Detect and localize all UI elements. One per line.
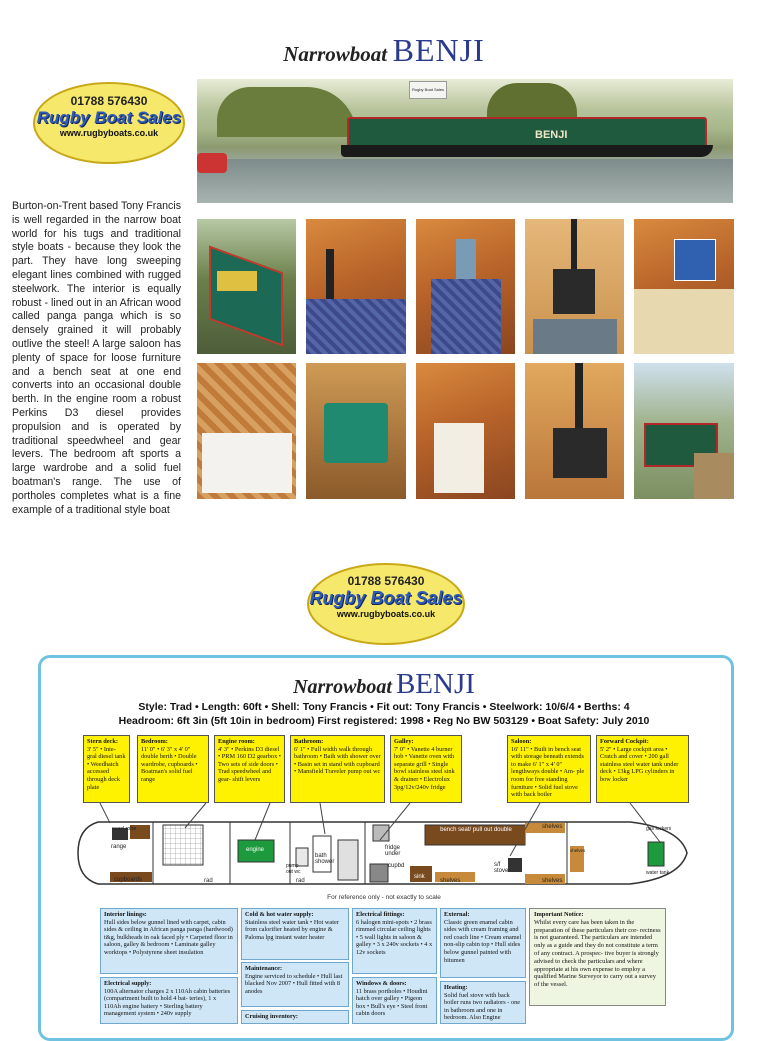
title-prefix: Narrowboat — [283, 42, 388, 66]
plan-label-cupbd: cupbd — [388, 863, 405, 869]
spec-line-2: Headroom: 6ft 3in (5ft 10in in bedroom) First registered: 1998 • Reg No BW 503129 • Boat Safety: July 2010 — [118, 715, 650, 727]
detail-title: Interior linings: — [104, 911, 147, 918]
detail-text: Solid fuel stove with back boiler runs two radiators - one in bathroom and one in bedroom. Also Engine — [444, 991, 521, 1022]
photo-range — [525, 363, 624, 499]
photo-galley — [634, 219, 734, 354]
room-title: Galley: — [394, 738, 414, 745]
room-text: 6' 1" • Full width walk through bathroom • Bath with shower over • Basin set in stand with cupboard • Mansfield Traveler pump out wc — [294, 745, 381, 776]
detail-title: Cruising inventory: — [245, 1013, 299, 1020]
detail-title: Cold & hot water supply: — [245, 911, 314, 918]
hero-photo — [197, 79, 733, 203]
logo-name: Rugby Boat Sales — [36, 108, 182, 127]
spec-line-1: Style: Trad • Length: 60ft • Shell: Tony Francis • Fit out: Tony Francis • Steelwork: 10/6/4 • Berths: 4 — [138, 701, 630, 713]
rugby-boat-sales-logo[interactable] — [33, 82, 185, 164]
logo-name-2: Rugby Boat Sales — [309, 588, 463, 608]
room-text: 7' 0" • Vanette 4 burner hob • Vanette oven with separate grill • Single bowl stainless steel sink & drainer • Electrolux 3pg/12v/240v fridge — [394, 745, 455, 791]
room-text: 4' 3" • Perkins D3 diesel • PRM 160 D2 gearbox • Two sets of side doors • Trad speedwheel and gear- shift levers — [218, 745, 282, 783]
plan-label-fridge: fridge under — [385, 845, 401, 857]
boat-name-plate: BENJI — [535, 129, 568, 141]
room-title: Saloon: — [511, 738, 532, 745]
page-title — [0, 32, 768, 69]
plan-note: For reference only - not exactly to scale — [327, 894, 441, 901]
detail-text: Classic green enamel cabin sides with cream framing and red coach line • Cream enamel non-slip cabin top • Hull sides below gunnel painted with bitumen — [444, 918, 522, 964]
room-text: 3' 5" • Inte- gral diesel tank • Weedhatch accessed through deck plate — [87, 745, 126, 791]
detail-text: Hull sides below gunnel lined with carpet, cabin sides & ceiling in African panga panga (hardwood) t&g, bulkheads in oak faced ply • Carpeted floor in saloon, galley & bedroom • Laminate galley worktops • Polystyrene sheet insulation — [104, 918, 233, 956]
plan-basin — [338, 840, 358, 880]
room-galley — [390, 735, 462, 803]
plan-label-shelves-1: shelves — [542, 824, 563, 830]
plan-label-water-tank: water tank — [646, 870, 670, 876]
detail-text: 11 brass portholes • Houdini hatch over galley • Pigeon box • Bull's eye • Steel front cabin doors — [356, 987, 428, 1018]
photo-saloon — [306, 219, 406, 354]
detail-title: Electrical fittings: — [356, 911, 405, 918]
plan-label-bath-shower: bath shower — [315, 853, 335, 865]
detail-cruising-inventory — [241, 1010, 349, 1024]
room-title: Bedroom: — [141, 738, 168, 745]
room-title: Bathroom: — [294, 738, 324, 745]
plan-label-engine: engine — [246, 847, 265, 853]
plan-label-pump-out: pump out wc — [286, 863, 301, 875]
detail-title: Heating: — [444, 984, 468, 991]
plan-water-tank — [648, 842, 664, 866]
rugby-boat-sales-logo-2[interactable] — [307, 563, 465, 645]
spec-title — [0, 668, 768, 701]
detail-title: Windows & doors: — [356, 980, 407, 987]
detail-text: Engine serviced to schedule • Hull last blacked Nov 2007 • Hull fitted with 8 anodes — [245, 972, 343, 995]
detail-text: 6 halogen mini-spots • 2 brass rimmed circular ceiling lights • 5 wall lights in saloon & galley • 3 x 240v sockets • 4 x 12v sockets — [356, 918, 433, 956]
detail-title: Maintenance: — [245, 965, 283, 972]
plan-label-stove: s/f stove — [494, 862, 509, 874]
spec-title-boat-name: BENJI — [395, 668, 475, 700]
room-title: Forward Cockpit: — [600, 738, 649, 745]
plan-label-cupboards: cupboards — [114, 877, 143, 883]
detail-windows-doors — [352, 977, 437, 1024]
logo-phone: 01788 576430 — [70, 94, 148, 108]
detail-maintenance — [241, 962, 349, 1007]
room-engine-room — [214, 735, 285, 803]
logo-url: www.rugbyboats.co.uk — [59, 128, 159, 138]
room-text: 16' 11" • Built in bench seat with storage beneath extends to make 6' 1" x 4' 0" lengthways double • Am- ple room for free standing furniture • Solid fuel stove with back boiler — [511, 745, 585, 799]
photo-stern-view — [197, 219, 296, 354]
room-text: 11' 0" • 6' 3" x 4' 0" double berth • Double wardrobe, cupboards • Boatman's solid fuel range — [141, 745, 198, 783]
room-text: 5' 2" • Large cockpit area • Cratch and cover • 200 gall stainless steel water tank under deck • 13kg LPG cylinders in bow locker — [600, 745, 679, 783]
marina-sign: Rugby Boat Sales — [409, 81, 447, 99]
room-title: Stern deck: — [87, 738, 118, 745]
photo-bow-view — [634, 363, 734, 499]
photo-stove — [525, 219, 624, 354]
detail-text: Whilst every care has been taken in the preparation of these particulars their cor- rectness is not guaranteed. The particulars are intended only as a guide and they do not constitute a term of any contract. A prospec- tive buyer is strongly advised to check the particulars and where appropriate at his own expense to employ a qualified Marine Surveyor to carry out a survey of the vessel. — [534, 918, 661, 989]
room-bedroom — [137, 735, 209, 803]
plan-label-rad-1: rad — [204, 878, 213, 884]
title-boat-name: BENJI — [392, 32, 485, 68]
detail-water-supply — [241, 908, 349, 960]
plan-label-shelves-3: shelves — [542, 878, 563, 884]
detail-electrical-supply — [100, 977, 238, 1024]
room-title: Engine room: — [218, 738, 255, 745]
plan-label-sink: sink — [414, 874, 425, 880]
logo-url-2: www.rugbyboats.co.uk — [336, 609, 436, 619]
room-stern-deck — [83, 735, 130, 803]
room-forward-cockpit — [596, 735, 689, 803]
plan-label-range: range — [111, 844, 127, 850]
photo-bathroom — [197, 363, 296, 499]
plan-label-rad-2: rad — [296, 878, 305, 884]
detail-external — [440, 908, 526, 978]
plan-label-gas-lockers: gas lockers — [646, 826, 672, 832]
photo-bedroom — [416, 363, 515, 499]
detail-title: Important Notice: — [534, 911, 584, 918]
detail-heating — [440, 981, 526, 1024]
photo-galley-view — [416, 219, 515, 354]
detail-title: External: — [444, 911, 470, 918]
logo-phone-2: 01788 576430 — [347, 574, 425, 588]
room-bathroom — [290, 735, 385, 803]
plan-label-shelves-2: shelves — [440, 878, 461, 884]
photo-engine — [306, 363, 406, 499]
detail-important-notice — [529, 908, 666, 1006]
spec-title-prefix: Narrowboat — [293, 676, 392, 698]
detail-interior-linings — [100, 908, 238, 974]
floor-plan — [70, 798, 695, 898]
detail-electrical-fittings — [352, 908, 437, 974]
plan-galley-hob — [370, 864, 388, 882]
room-saloon — [507, 735, 591, 803]
detail-text: Stainless steel water tank • Hot water from calorifier heated by engine & Paloma lpg instant water heater — [245, 918, 339, 941]
intro-paragraph: Burton-on-Trent based Tony Francis is well regarded in the narrow boat world for his tugs and traditional style boats - because they look the part. They have long sweeping elegant lines combined with rugged steelwork. The interior is equally robust - lined out in an African wood called panga panga which is so densely grained it will probably outlive the steel! A large saloon has plenty of space for loose furniture and a bench seat at one end converts into an occasional double berth. In the engine room a robust Perkins D3 diesel provides propulsion and is operated by traditional speedwheel and gear levers. The bedroom aft sports a large wardrobe and a solid fuel boatman's range. The use of portholes completes what is a fine example of a traditional style boat — [12, 200, 181, 516]
plan-bed — [163, 825, 203, 865]
detail-title: Electrical supply: — [104, 980, 152, 987]
detail-text: 100A alternator charges 2 x 110Ah cabin batteries (compartment built to hold 4 bat- teries), 1 x 110Ah engine battery • Sterling battery management system • 240v supply — [104, 987, 231, 1018]
plan-label-bench: bench seat/ pull out double — [427, 826, 525, 844]
plan-label-shelves-4: shelves — [570, 848, 586, 853]
plan-label-wardrobe: ward robe — [112, 826, 137, 832]
